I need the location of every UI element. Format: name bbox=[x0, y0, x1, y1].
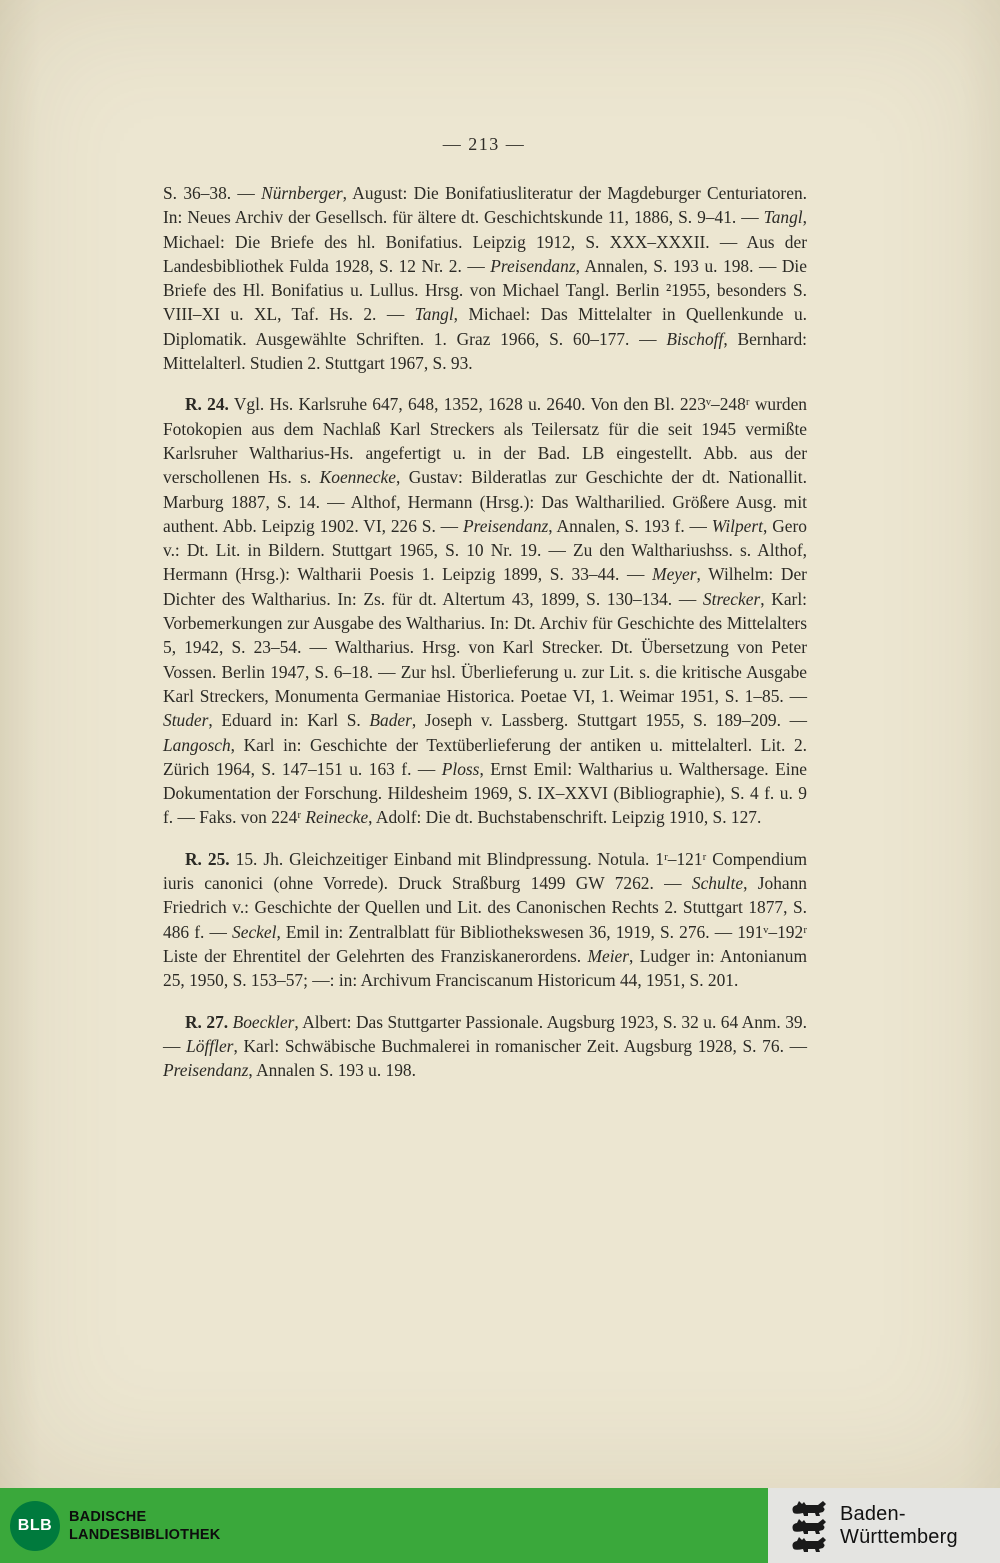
text-segment: , Michael: Die Briefe des hl. Bonifatius. Leipzig 1912, S. XXX–XXXII. — Aus der Landesbibliothek Fulda 1928, S. 12 Nr. 2. — bbox=[163, 207, 807, 276]
text-segment: Preisendanz bbox=[490, 255, 576, 276]
text-segment: , Karl in: Geschichte der Textüberlieferung der antiken u. mittelalterl. Lit. 2. Zürich 1964, S. 147–151 u. 163 f. — bbox=[163, 734, 807, 779]
text-segment: Koennecke bbox=[319, 467, 396, 488]
paragraph bbox=[163, 181, 807, 375]
text-segment: Bader bbox=[369, 710, 412, 731]
text-segment: Nürnberger bbox=[261, 183, 343, 203]
text-segment: , Annalen, S. 193 f. — bbox=[548, 515, 712, 536]
page-number: — 213 — bbox=[442, 134, 526, 154]
state-branding bbox=[768, 1488, 1000, 1563]
paragraph bbox=[163, 847, 807, 993]
text-segment: Bischoff bbox=[666, 328, 724, 349]
text-segment: , Adolf: Die dt. Buchstabenschrift. Leipzig 1910, S. 127. bbox=[368, 807, 762, 828]
text-segment: Preisendanz bbox=[462, 515, 549, 536]
text-segment: Meier bbox=[587, 945, 630, 966]
text-segment: Löffler bbox=[186, 1035, 234, 1056]
text-segment: , Joseph v. Lassberg. Stuttgart 1955, S. 189–209. — bbox=[411, 710, 807, 731]
text-segment: , Wilhelm: Der Dichter des Waltharius. In: Zs. für dt. Altertum 43, 1899, S. 130–134. — bbox=[163, 564, 807, 609]
text-segment: R. 25. bbox=[185, 848, 230, 869]
page-text bbox=[163, 181, 807, 1082]
text-segment: Preisendanz bbox=[163, 1060, 249, 1081]
text-segment: , Emil in: Zentralblatt für Bibliothekswesen 36, 1919, S. 276. — 191ᵛ–192ʳ Liste der Ehrentitel der Gelehrten des Franziskanerordens. bbox=[163, 921, 807, 966]
text-segment: , Gero v.: Dt. Lit. in Bildern. Stuttgart 1965, S. 10 Nr. 19. — Zu den Walthariushss. s. Althof, Hermann (Hrsg.): Waltharii Poesis 1. Leipzig 1899, S. 33–44. — bbox=[163, 515, 807, 585]
footer bbox=[0, 1488, 1000, 1563]
state-name: Baden-Württemberg bbox=[840, 1502, 958, 1548]
text-segment: Schulte bbox=[691, 873, 744, 894]
text-segment: Langosch bbox=[163, 734, 231, 755]
text-segment: , Ludger in: Antonianum 25, 1950, S. 153–57; —: in: Archivum Franciscanum Historicum 44, 1951, S. 201. bbox=[163, 945, 807, 991]
text-segment: Studer bbox=[163, 710, 209, 731]
text-segment: , Karl: Schwäbische Buchmalerei in romanischer Zeit. Augsburg 1928, S. 76. — bbox=[233, 1035, 807, 1056]
text-segment: Ploss bbox=[441, 758, 480, 779]
text-segment: R. 24. bbox=[185, 394, 229, 415]
text-segment: , Johann Friedrich v.: Geschichte der Quellen und Lit. des Canonischen Rechts 2. Stuttgart 1877, S. 486 f. — bbox=[163, 873, 807, 942]
text-segment: , Ernst Emil: Waltharius u. Walthersage. Eine Dokumentation der Forschung. Hildesheim 1969, S. IX–XXVI (Bibliographie), S. 4 f. u. 9 f. — Faks. von 224ʳ bbox=[163, 758, 807, 828]
text-segment: Seckel bbox=[232, 921, 277, 942]
text-segment: , Karl: Vorbemerkungen zur Ausgabe des Waltharius. In: Dt. Archiv für Geschichte des Mittelalters 5, 1942, S. 23–54. — Waltharius. Hrsg. von Karl Strecker. Dt. Übersetzung von Peter Vossen. Berlin 1947, S. 6–18. — Zur hsl. Überlieferung u. zur Lit. s. die kritische Ausgabe Karl Streckers, Monumenta Germaniae Historica. Poetae VI, 1. Weimar 1951, S. 1–85. — bbox=[163, 588, 808, 706]
library-name-line2: LANDESBIBLIOTHEK bbox=[69, 1526, 221, 1543]
text-segment: Tangl bbox=[763, 207, 803, 228]
library-name-line1: BADISCHE bbox=[69, 1508, 147, 1525]
text-segment: , August: Die Bonifatiusliteratur der Magdeburger Centuriatoren. In: Neues Archiv der Gesellsch. für ältere dt. Geschichtskunde 11, 1886, S. 9–41. — bbox=[163, 183, 807, 228]
text-segment: Vgl. Hs. Karlsruhe 647, 648, 1352, 1628 u. 2640. Von den Bl. 223ᵛ–248ʳ wurden Fotokopien aus dem Nachlaß Karl Streckers als Teilersatz für die seit 1945 vermißte Karlsruher Waltharius-Hs. angefertigt u. in der Bad. LB eingestellt. Abb. aus der verschollenen Hs. s. bbox=[163, 394, 807, 488]
blb-logo-icon: BLB bbox=[10, 1501, 60, 1551]
text-segment: Tangl bbox=[414, 304, 454, 325]
library-name bbox=[69, 1508, 220, 1544]
text-segment: Strecker bbox=[702, 588, 761, 609]
coat-of-arms-icon bbox=[790, 1500, 830, 1552]
text-segment: R. 27. bbox=[185, 1011, 229, 1032]
text-segment: , Gustav: Bilderatlas zur Geschichte der dt. Nationallit. Marburg 1887, S. 14. — Althof, Hermann (Hrsg.): Das Waltharilied. Größere Ausg. mit authent. Abb. Leipzig 1902. VI, 226 S. — bbox=[163, 467, 807, 536]
text-segment: 15. Jh. Gleichzeitiger Einband mit Blindpressung. Notula. 1ʳ–121ʳ Compendium iuris canonici (ohne Vorrede). Druck Straßburg 1499 GW 7262. — bbox=[163, 848, 807, 894]
paragraph bbox=[163, 1010, 807, 1083]
text-segment: Wilpert bbox=[711, 515, 764, 536]
text-segment: Meyer bbox=[652, 564, 697, 585]
text-segment: , Albert: Das Stuttgarter Passionale. Augsburg 1923, S. 32 u. 64 Anm. 39. — bbox=[163, 1011, 807, 1056]
library-branding bbox=[0, 1488, 768, 1563]
text-segment: Reinecke bbox=[305, 807, 369, 828]
text-segment: , Michael: Das Mittelalter in Quellenkunde u. Diplomatik. Ausgewählte Schriften. 1. Graz 1966, S. 60–177. — bbox=[163, 304, 808, 349]
text-segment: S. 36–38. — bbox=[163, 183, 262, 203]
text-segment: Boeckler bbox=[232, 1011, 295, 1032]
text-segment: , Eduard in: Karl S. bbox=[208, 710, 370, 731]
paragraph bbox=[163, 392, 807, 829]
text-segment: , Annalen S. 193 u. 198. bbox=[248, 1060, 416, 1081]
text-segment: , Annalen, S. 193 u. 198. — Die Briefe des Hl. Bonifatius u. Lullus. Hrsg. von Michael Tangl. Berlin ²1955, besonders S. VIII–XI u. XL, Taf. Hs. 2. — bbox=[163, 255, 807, 325]
text-segment: , Bernhard: Mittelalterl. Studien 2. Stuttgart 1967, S. 93. bbox=[163, 328, 808, 374]
